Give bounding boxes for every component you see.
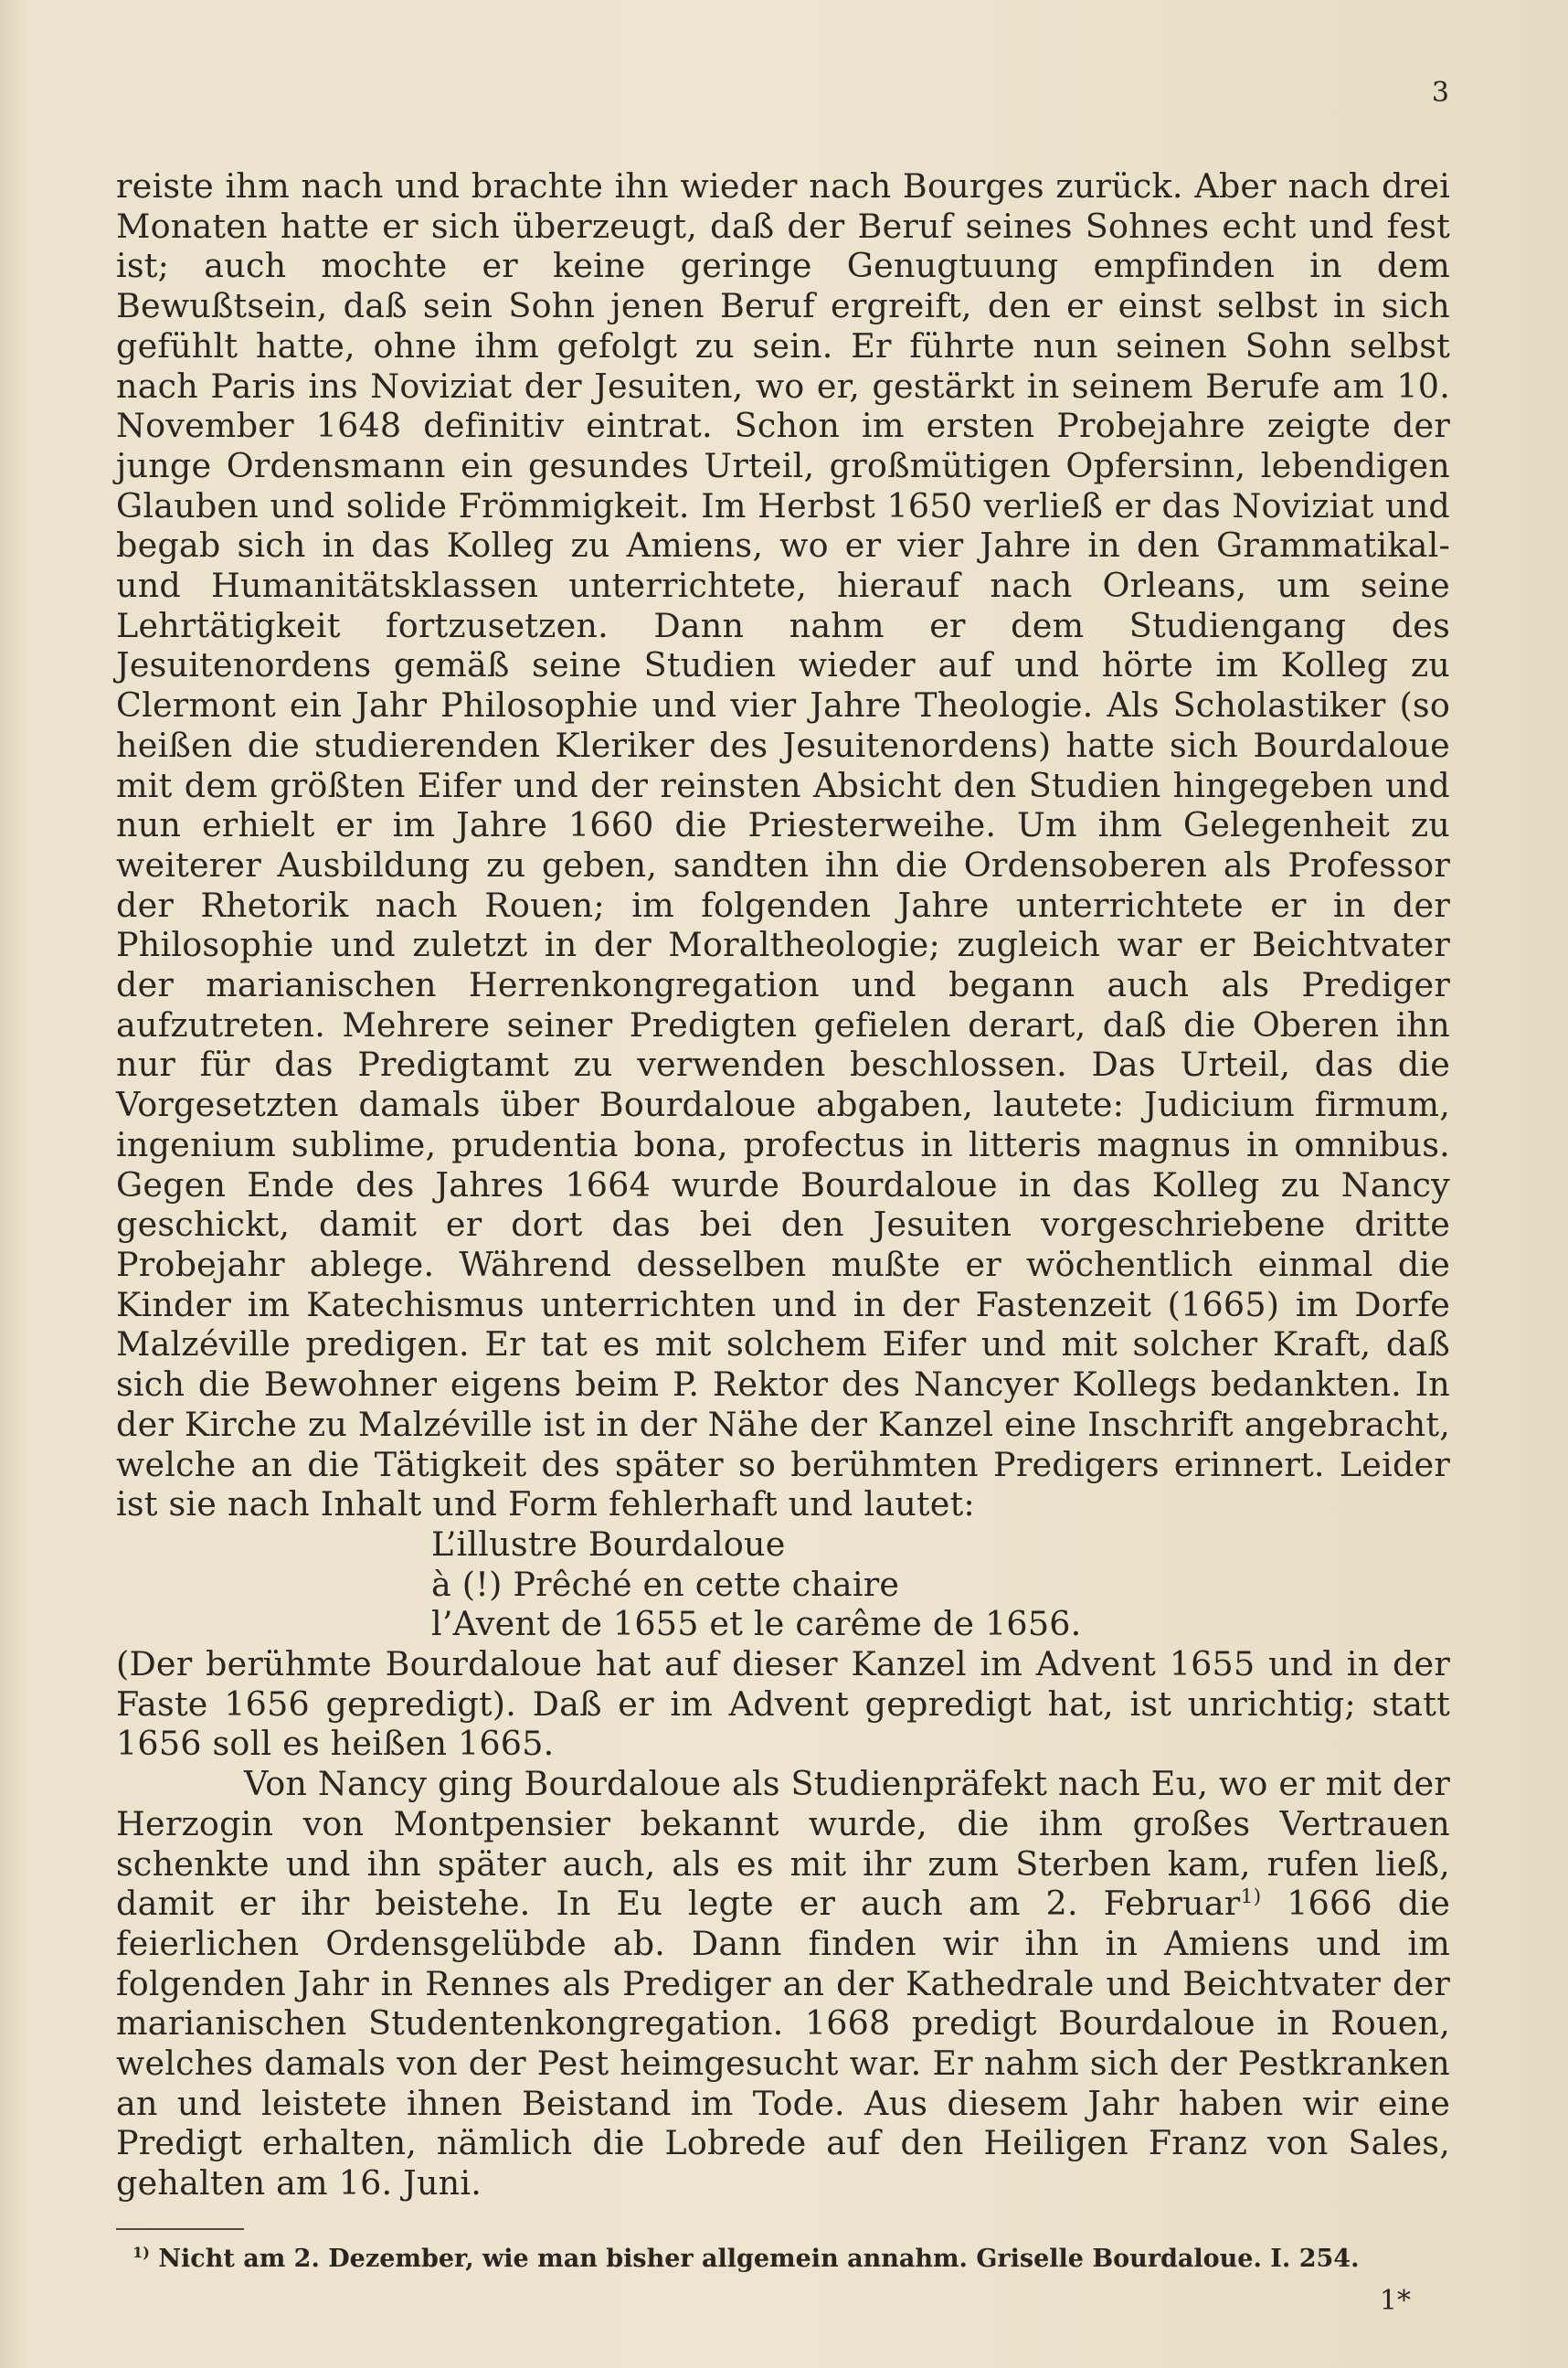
- inscription-line-1: L’illustre Bourdaloue: [431, 1524, 786, 1564]
- body-text: [116, 166, 1450, 2203]
- paragraph-3-part-1: Von Nancy ging Bourdaloue als Studienpräfekt nach Eu, wo er mit der Herzogin von Montpensier bekannt wurde, die ihm großes Vertrauen schenkte und ihn später auch, als es mit ihr zum Sterben kam, rufen ließ, damit er ihr beistehe. In Eu legte er auch am 2. Februar: [116, 1764, 1450, 1924]
- inscription-line-3: l’Avent de 1655 et le carême de 1656.: [431, 1604, 1082, 1644]
- inscription-quote: [116, 1524, 1450, 1644]
- paragraph-3: [116, 1764, 1450, 2203]
- paragraph-3-part-2: 1666 die feierlichen Ordensgelübde ab. Dann finden wir ihn in Amiens und im folgenden Jahr in Rennes als Prediger an der Kathedrale und Beichtvater der marianischen Studentenkongregation. 1668 predigt Bourdaloue in Rouen, welches damals von der Pest heimgesucht war. Er nahm sich der Pestkranken an und leistete ihnen Beistand im Tode. Aus diesem Jahr haben wir eine Predigt erhalten, nämlich die Lobrede auf den Heiligen Franz von Sales, gehalten am 16. Juni.: [116, 1884, 1450, 2203]
- page-number: 3: [1431, 77, 1449, 109]
- paragraph-2: (Der berühmte Bourdaloue hat auf dieser Kanzel im Advent 1655 und in der Faste 1656 gepredigt). Daß er im Advent gepredigt hat, ist unrichtig; statt 1656 soll es heißen 1665.: [116, 1644, 1450, 1764]
- signature-mark: 1*: [1379, 2285, 1411, 2317]
- inscription-line-2: à (!) Prêché en cette chaire: [431, 1564, 900, 1604]
- footnote-text: Nicht am 2. Dezember, wie man bisher allgemein annahm. Griselle Bourdaloue. I. 254.: [149, 2245, 1360, 2273]
- footnote-marker: 1): [132, 2244, 150, 2261]
- footnote-divider: [116, 2228, 244, 2230]
- footnote: [132, 2243, 1448, 2276]
- paragraph-1: reiste ihm nach und brachte ihn wieder nach Bourges zurück. Aber nach drei Monaten hatte er sich überzeugt, daß der Beruf seines Sohnes echt und fest ist; auch mochte er keine geringe Genugtuung empfinden in dem Bewußtsein, daß sein Sohn jenen Beruf ergreift, den er einst selbst in sich gefühlt hatte, ohne ihm gefolgt zu sein. Er führte nun seinen Sohn selbst nach Paris ins Noviziat der Jesuiten, wo er, gestärkt in seinem Berufe am 10. November 1648 definitiv eintrat. Schon im ersten Probejahre zeigte der junge Ordensmann ein gesundes Urteil, großmütigen Opfersinn, lebendigen Glauben und solide Frömmigkeit. Im Herbst 1650 verließ er das Noviziat und begab sich in das Kolleg zu Amiens, wo er vier Jahre in den Grammatikal- und Humanitätsklassen unterrichtete, hierauf nach Orleans, um seine Lehrtätigkeit fortzusetzen. Dann nahm er dem Studiengang des Jesuitenordens gemäß seine Studien wieder auf und hörte im Kolleg zu Clermont ein Jahr Philosophie und vier Jahre Theologie. Als Scholastiker (so heißen die studierenden Kleriker des Jesuitenordens) hatte sich Bourdaloue mit dem größten Eifer und der reinsten Absicht den Studien hingegeben und nun erhielt er im Jahre 1660 die Priesterweihe. Um ihm Gelegenheit zu weiterer Ausbildung zu geben, sandten ihn die Ordensoberen als Professor der Rhetorik nach Rouen; im folgenden Jahre unterrichtete er in der Philosophie und zuletzt in der Moraltheologie; zugleich war er Beichtvater der marianischen Herrenkongregation und begann auch als Prediger aufzutreten. Mehrere seiner Predigten gefielen derart, daß die Oberen ihn nur für das Predigtamt zu verwenden beschlossen. Das Urteil, das die Vorgesetzten damals über Bourdaloue abgaben, lautete: Judicium firmum, ingenium sublime, prudentia bona, profectus in litteris magnus in omnibus. Gegen Ende des Jahres 1664 wurde Bourdaloue in das Kolleg zu Nancy geschickt, damit er dort das bei den Jesuiten vorgeschriebene dritte Probejahr ablege. Während desselben mußte er wöchentlich einmal die Kinder im Katechismus unterrichten und in der Fastenzeit (1665) im Dorfe Malzéville predigen. Er tat es mit solchem Eifer und mit solcher Kraft, daß sich die Bewohner eigens beim P. Rektor des Nancyer Kollegs bedankten. In der Kirche zu Malzéville ist in der Nähe der Kanzel eine Inschrift angebracht, welche an die Tätigkeit des später so berühmten Predigers erinnert. Leider ist sie nach Inhalt und Form fehlerhaft und lautet:: [116, 166, 1450, 1524]
- footnote-reference: 1): [1240, 1885, 1262, 1909]
